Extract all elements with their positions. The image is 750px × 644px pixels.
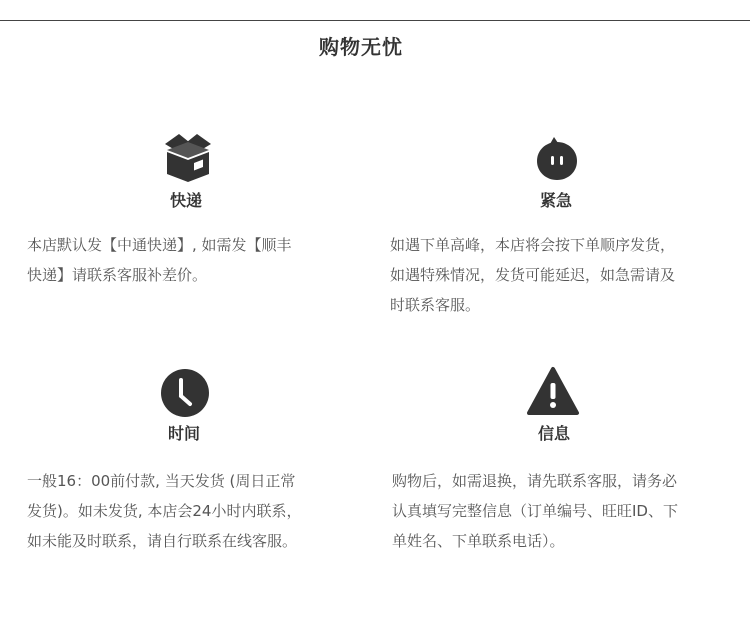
text-line: 购物后，如需退换，请先联系客服，请务必 [392, 472, 678, 490]
text-line: 快递】请联系客服补差价。 [27, 266, 208, 284]
text-line: 一般16：00前付款, 当天发货 (周日正常 [27, 472, 296, 490]
item-title-urgent: 紧急 [539, 191, 572, 210]
item-title-info: 信息 [537, 424, 570, 443]
item-text-delivery [27, 230, 292, 290]
item-text-urgent [390, 230, 675, 320]
text-line: 如遇特殊情况，发货可能延迟，如急需请及 [390, 266, 676, 284]
text-line: 发货)。如未发货, 本店会24小时内联系， [27, 502, 302, 520]
warning-triangle-icon [523, 365, 583, 417]
clock-icon [155, 367, 215, 419]
chat-bubble-face-icon [527, 135, 587, 187]
item-title-time: 时间 [167, 424, 200, 443]
top-divider [0, 20, 750, 21]
item-title-delivery: 快递 [169, 191, 202, 210]
text-line: 如未能及时联系，请自行联系在线客服。 [27, 532, 298, 550]
text-line: 时联系客服。 [390, 296, 481, 314]
text-line: 单姓名、下单联系电话）。 [392, 532, 565, 550]
item-text-info [392, 466, 678, 556]
text-line: 认真填写完整信息（订单编号、旺旺ID、下 [392, 502, 678, 520]
text-line: 本店默认发【中通快递】, 如需发【顺丰 [27, 236, 292, 254]
page-title: 购物无忧 [319, 35, 403, 59]
text-line: 如遇下单高峰，本店将会按下单顺序发货， [390, 236, 676, 254]
item-text-time [27, 466, 301, 556]
package-box-icon [158, 131, 218, 183]
